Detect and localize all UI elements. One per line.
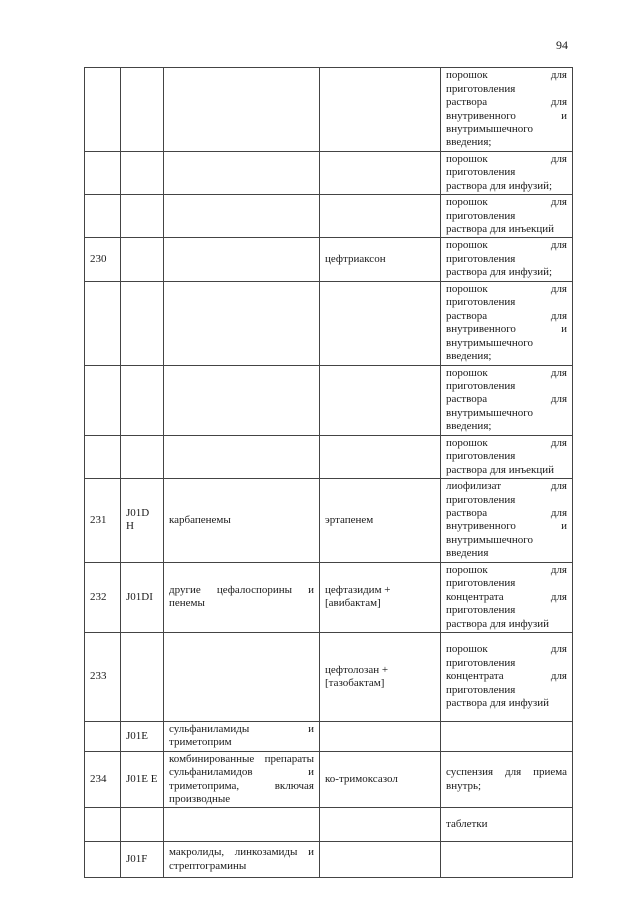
form-line: приготовления xyxy=(446,450,516,463)
form-line: раствора для инфузий; xyxy=(446,266,553,279)
row-number-cell: 231 xyxy=(85,478,121,562)
drug-name-cell: цефтриаксон xyxy=(320,238,441,281)
form-line: лиофилизат для xyxy=(446,480,567,493)
form-line: порошок для xyxy=(446,282,567,295)
table-row xyxy=(85,478,573,562)
form-line: порошок для xyxy=(446,196,567,209)
dosage-form-cell xyxy=(441,632,573,721)
atc-code-cell: J01DI xyxy=(121,562,164,632)
form-line: приготовления xyxy=(446,209,516,222)
table-row xyxy=(85,195,573,238)
form-line: внутривенного и xyxy=(446,109,567,122)
dosage-form-cell xyxy=(441,68,573,152)
form-line: раствора для инфузий; xyxy=(446,179,553,192)
drug-name-cell: цефтазидим + [авибактам] xyxy=(320,562,441,632)
drug-name-cell: цефтолозан + [тазобактам] xyxy=(320,632,441,721)
drug-name-cell xyxy=(320,842,441,878)
dosage-form-cell xyxy=(441,238,573,281)
group-cell xyxy=(164,632,320,721)
atc-code-cell: J01E E xyxy=(121,751,164,808)
form-line: приготовления xyxy=(446,380,516,393)
table-row xyxy=(85,751,573,808)
form-line: приготовления xyxy=(446,493,516,506)
table-row xyxy=(85,632,573,721)
row-number-cell xyxy=(85,808,121,842)
form-line: раствора для инфузий xyxy=(446,617,549,630)
atc-code-cell xyxy=(121,632,164,721)
table-row xyxy=(85,238,573,281)
drug-name-cell: эртапенем xyxy=(320,478,441,562)
row-number-cell: 233 xyxy=(85,632,121,721)
group-cell xyxy=(164,238,320,281)
dosage-form-cell xyxy=(441,842,573,878)
drug-name-cell xyxy=(320,152,441,195)
drug-table xyxy=(84,67,573,878)
drug-name-cell: ко-тримоксазол xyxy=(320,751,441,808)
group-cell xyxy=(164,435,320,478)
row-number-cell xyxy=(85,281,121,365)
form-line: порошок для xyxy=(446,239,567,252)
row-number-cell: 232 xyxy=(85,562,121,632)
form-line: порошок для xyxy=(446,643,567,656)
group-cell xyxy=(164,365,320,435)
table-row xyxy=(85,721,573,751)
table-row xyxy=(85,365,573,435)
form-line: введения; xyxy=(446,136,492,149)
table-row xyxy=(85,281,573,365)
atc-code-cell xyxy=(121,238,164,281)
group-cell xyxy=(164,281,320,365)
group-cell: комбинированные препараты сульфаниламидов и триметоприма, включая производные xyxy=(164,751,320,808)
atc-code-cell xyxy=(121,195,164,238)
group-cell xyxy=(164,808,320,842)
form-line: введения xyxy=(446,547,489,560)
table-row xyxy=(85,68,573,152)
group-cell xyxy=(164,195,320,238)
atc-code-cell: J01D H xyxy=(121,478,164,562)
form-line: раствора для xyxy=(446,507,567,519)
form-line: внутримышечного xyxy=(446,122,533,135)
group-cell: сульфаниламиды и триметоприм xyxy=(164,721,320,751)
form-line: концентрата для xyxy=(446,670,567,683)
form-line: внутривенного и xyxy=(446,323,567,336)
form-line: порошок для xyxy=(446,436,567,449)
drug-name-cell xyxy=(320,808,441,842)
atc-code-cell xyxy=(121,808,164,842)
form-line: суспензия для приема внутрь; xyxy=(446,766,567,792)
atc-code-cell: J01F xyxy=(121,842,164,878)
form-line: раствора для инъекций xyxy=(446,463,555,476)
group-cell: карбапенемы xyxy=(164,478,320,562)
group-cell xyxy=(164,152,320,195)
dosage-form-cell xyxy=(441,152,573,195)
form-line: раствора для инъекций xyxy=(446,223,555,236)
atc-code-cell: J01E xyxy=(121,721,164,751)
drug-name-cell xyxy=(320,365,441,435)
dosage-form-cell xyxy=(441,365,573,435)
atc-code-cell xyxy=(121,68,164,152)
form-line: приготовления xyxy=(446,577,516,590)
form-line: приготовления xyxy=(446,296,516,309)
group-cell: другие цефалоспорины и пенемы xyxy=(164,562,320,632)
drug-name-cell xyxy=(320,435,441,478)
form-line: раствора для xyxy=(446,96,567,109)
form-line: введения; xyxy=(446,349,492,362)
table-row xyxy=(85,562,573,632)
table-row xyxy=(85,435,573,478)
form-line: приготовления xyxy=(446,166,516,179)
dosage-form-cell xyxy=(441,478,573,562)
dosage-form-cell xyxy=(441,808,573,842)
form-line: порошок для xyxy=(446,69,567,82)
group-cell: макролиды, линкозамиды и стрептограмины xyxy=(164,842,320,878)
form-line: раствора для xyxy=(446,393,567,406)
form-line: приготовления xyxy=(446,683,516,696)
form-line: приготовления xyxy=(446,656,516,669)
row-number-cell: 234 xyxy=(85,751,121,808)
form-line: концентрата для xyxy=(446,590,567,603)
group-cell xyxy=(164,68,320,152)
drug-name-cell xyxy=(320,281,441,365)
dosage-form-cell xyxy=(441,281,573,365)
form-line: внутримышечного xyxy=(446,533,533,546)
form-line: порошок для xyxy=(446,366,567,379)
row-number-cell xyxy=(85,435,121,478)
atc-code-cell xyxy=(121,152,164,195)
dosage-form-cell xyxy=(441,435,573,478)
row-number-cell: 230 xyxy=(85,238,121,281)
form-line: раствора для инфузий xyxy=(446,697,549,710)
form-line: порошок для xyxy=(446,563,567,576)
row-number-cell xyxy=(85,365,121,435)
table-row xyxy=(85,808,573,842)
drug-name-cell xyxy=(320,721,441,751)
row-number-cell xyxy=(85,152,121,195)
row-number-cell xyxy=(85,68,121,152)
row-number-cell xyxy=(85,721,121,751)
form-line: порошок для xyxy=(446,153,567,165)
table-row xyxy=(85,842,573,878)
atc-code-cell xyxy=(121,365,164,435)
form-line: внутривенного и xyxy=(446,520,567,533)
form-line: приготовления xyxy=(446,252,516,265)
drug-name-cell xyxy=(320,195,441,238)
row-number-cell xyxy=(85,842,121,878)
dosage-form-cell xyxy=(441,721,573,751)
form-line: таблетки xyxy=(446,818,488,831)
form-line: раствора для xyxy=(446,309,567,322)
form-line: внутримышечного xyxy=(446,406,533,419)
form-line: внутримышечного xyxy=(446,336,533,349)
table-row xyxy=(85,152,573,195)
form-line: приготовления xyxy=(446,82,516,95)
dosage-form-cell xyxy=(441,195,573,238)
atc-code-cell xyxy=(121,281,164,365)
atc-code-cell xyxy=(121,435,164,478)
dosage-form-cell xyxy=(441,751,573,808)
row-number-cell xyxy=(85,195,121,238)
form-line: приготовления xyxy=(446,604,516,617)
dosage-form-cell xyxy=(441,562,573,632)
drug-name-cell xyxy=(320,68,441,152)
page-number: 94 xyxy=(556,38,568,52)
form-line: введения; xyxy=(446,420,492,433)
